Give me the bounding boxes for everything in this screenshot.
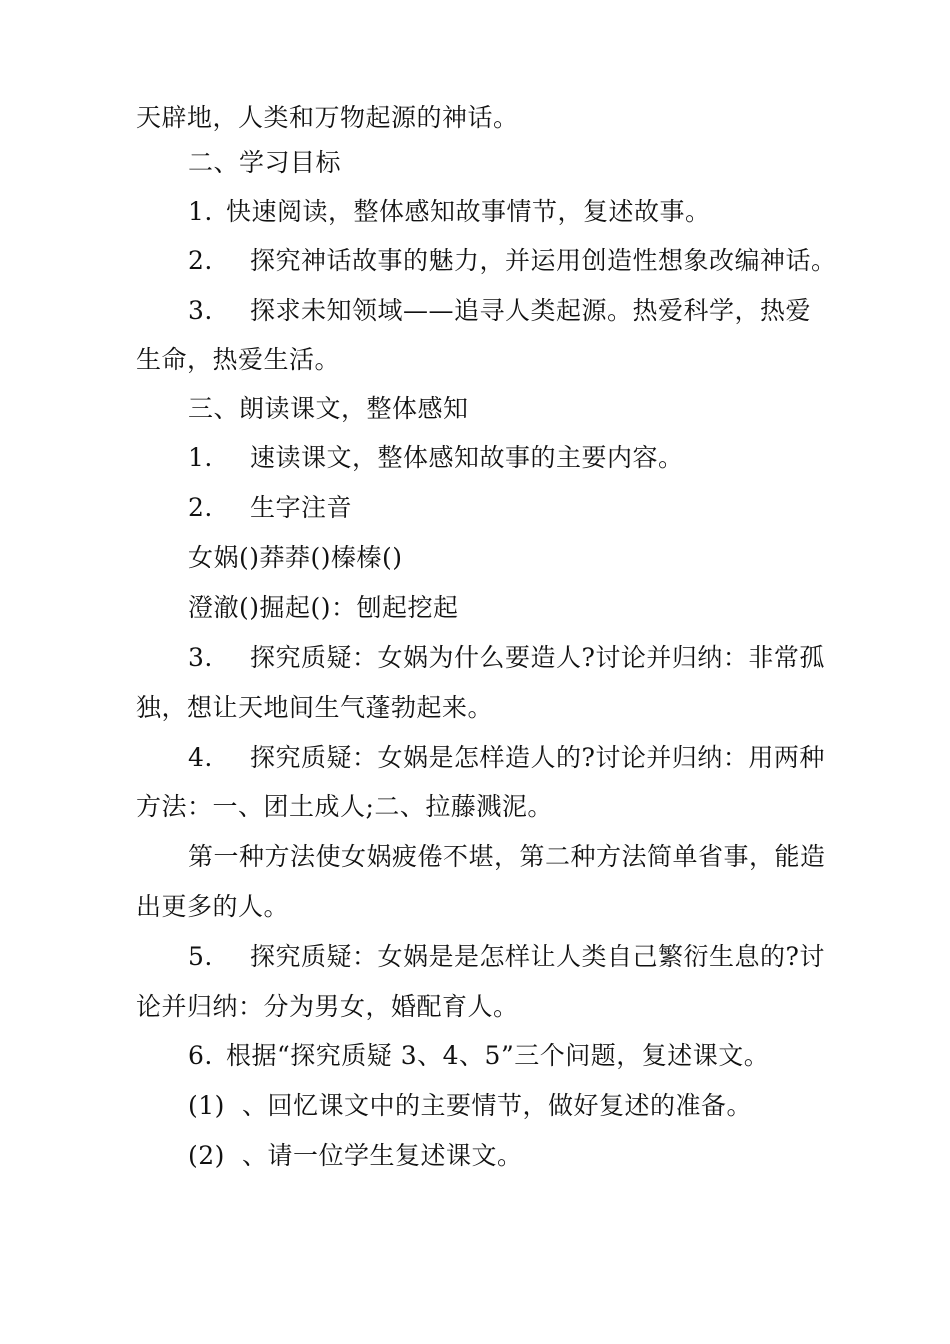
line-text: 女娲()莽莽()榛榛(): [188, 543, 403, 572]
text-line: [136, 103, 519, 133]
text-line: [188, 593, 459, 623]
item-text: 速读课文，整体感知故事的主要内容。: [250, 443, 684, 472]
list-item: [188, 493, 352, 523]
item-number: (2): [188, 1141, 225, 1170]
item-text: 快速阅读，整体感知故事情节，复述故事。: [226, 197, 711, 226]
line-text: 论并归纳：分为男女，婚配育人。: [136, 992, 519, 1021]
text-line: [188, 543, 403, 573]
line-text: 独，想让天地间生气蓬勃起来。: [136, 693, 494, 722]
line-text: 出更多的人。: [136, 892, 290, 921]
text-line: [136, 792, 553, 822]
section-heading: [188, 148, 341, 178]
heading-text: 三、朗读课文，整体感知: [188, 394, 469, 423]
list-item: [188, 743, 825, 773]
item-text: 生字注音: [250, 493, 353, 522]
text-line: [136, 892, 289, 922]
text-line: [136, 693, 493, 723]
section-heading: [188, 394, 469, 424]
line-text: 天辟地，人类和万物起源的神话。: [136, 103, 519, 132]
item-text: 、回忆课文中的主要情节，做好复述的准备。: [242, 1091, 753, 1120]
item-number: 3.: [188, 296, 213, 325]
list-item: [188, 942, 825, 972]
item-number: 2.: [188, 493, 213, 522]
item-text: 探求未知领域——追寻人类起源。热爱科学，热爱: [250, 296, 812, 325]
item-number: 4.: [188, 743, 213, 772]
item-number: 1.: [188, 443, 213, 472]
text-line: [136, 345, 340, 375]
list-item: [188, 443, 684, 473]
text-line: [136, 992, 519, 1022]
line-text: 第一种方法使女娲疲倦不堪，第二种方法简单省事，能造: [188, 842, 826, 871]
list-item: [188, 197, 711, 227]
item-text: 、请一位学生复述课文。: [242, 1141, 523, 1170]
item-number: 6.: [188, 1041, 213, 1070]
item-text: 探究质疑：女娲是是怎样让人类自己繁衍生息的?讨: [250, 942, 825, 971]
item-text: 根据“探究质疑 3、4、5”三个问题，复述课文。: [226, 1041, 770, 1070]
heading-text: 二、学习目标: [188, 148, 342, 177]
list-item: [188, 643, 825, 673]
item-number: 1.: [188, 197, 213, 226]
line-text: 澄澈()掘起()：刨起挖起: [188, 593, 459, 622]
line-text: 方法：一、团土成人;二、拉藤溅泥。: [136, 792, 553, 821]
item-number: 2.: [188, 246, 213, 275]
item-text: 探究神话故事的魅力，并运用创造性想象改编神话。: [250, 246, 837, 275]
list-item: [188, 1141, 523, 1171]
list-item: [188, 1041, 769, 1071]
list-item: [188, 246, 837, 276]
list-item: [188, 1091, 752, 1121]
item-text: 探究质疑：女娲为什么要造人?讨论并归纳：非常孤: [250, 643, 825, 672]
item-number: 5.: [188, 942, 213, 971]
item-number: (1): [188, 1091, 225, 1120]
list-item: [188, 296, 811, 326]
text-line: [188, 842, 826, 872]
item-number: 3.: [188, 643, 213, 672]
item-text: 探究质疑：女娲是怎样造人的?讨论并归纳：用两种: [250, 743, 825, 772]
line-text: 生命，热爱生活。: [136, 345, 341, 374]
